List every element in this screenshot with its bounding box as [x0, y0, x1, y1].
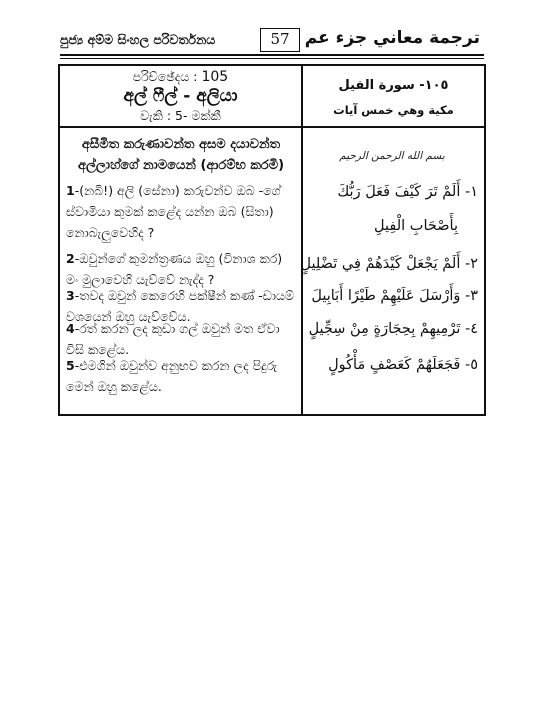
verse-number: 4	[66, 321, 75, 336]
header-rule	[60, 54, 484, 56]
header-rule-thin	[60, 58, 484, 59]
verse-2	[66, 248, 298, 290]
bismillah-calligraphy: بسم الله الرحمن الرحيم	[339, 150, 445, 162]
arabic-verse-1-cont: بِأَصْحَابِ الْفِيلِ	[374, 218, 458, 234]
title-divider	[58, 126, 486, 128]
arabic-verse-1: ١- أَلَمْ تَرَ كَيْفَ فَعَلَ رَبُّكَ	[337, 184, 478, 200]
verse-text: -ඔවුන්ගේ කුමන්ත්‍රණය ඔහු (විනාශ කර) මං මුලාවෙහි යැව්වේ නැද්ද ?	[66, 251, 283, 287]
chapter-label: පරිච්ඡේදය :	[132, 69, 198, 84]
verse-text: -(නබි!) අලි (සේනා) කරුවන්ව ඔබ -ගේ ස්වාමියා කුමක් කළේද යන්න ඔබ (සිතා) නොබැලුවෙහිද ?	[66, 183, 281, 240]
verse-number: 1	[66, 183, 75, 198]
verse-text: -රත් කරන ලද කුඩා ගල් ඔවුන් මත ඒවා විසි කළේය.	[66, 321, 280, 357]
page-number: 57	[260, 28, 300, 52]
book-title-arabic: ترجمة معاني جزء عم	[304, 28, 480, 48]
invocation-line-2: අල්ලාහ්ගේ නාමයෙන් (ආරම්භ කරමි)	[77, 158, 285, 173]
invocation-line-1: අසීමිත කරුණාවන්ත අසම දයාවන්ත	[81, 137, 281, 152]
arabic-verse-2: ٢- أَلَمْ يَجْعَلْ كَيْدَهُمْ فِي تَضْلِيلٍ	[300, 256, 478, 272]
verse-number: 3	[66, 288, 75, 303]
chapter-line	[60, 69, 301, 85]
arabic-surah-subtitle: مكية وهي خمس آيات	[333, 103, 454, 117]
verse-4	[66, 318, 298, 360]
arabic-verse-4: ٤- تَرْمِيهِمْ بِحِجَارَةٍ مِنْ سِجِّيلٍ	[308, 321, 478, 337]
arabic-verse-3: ٣- وَأَرْسَلَ عَلَيْهِمْ طَيْرًا أَبَابِيلَ	[311, 288, 478, 304]
surah-name: අල් ෆීල් - අලියා	[123, 86, 238, 106]
arabic-surah-title: ١٠٥- سورة الفيل	[338, 78, 449, 93]
chapter-title-block	[60, 66, 301, 126]
verse-number: 2	[66, 251, 75, 266]
page-header	[60, 26, 480, 56]
arabic-title-block	[303, 66, 484, 126]
verse-5	[66, 355, 298, 397]
chapter-number: 105	[201, 69, 229, 85]
arabic-verse-5: ٥- فَجَعَلَهُمْ كَعَصْفٍ مَأْكُولٍ	[328, 357, 478, 373]
invocation	[64, 134, 298, 176]
verse-1	[66, 180, 298, 243]
book-title-sinhala: පුජ්‍ය අම්ම සිංහල පරිවර්තනය	[60, 32, 216, 47]
verse-text: -තවද ඔවුන් කෙරෙහි පක්ෂීන් කණ් -ඩායම් වශයෙන් ඔහු යැව්වේය.	[66, 288, 295, 324]
verses-info: වැකි : 5- මක්කී	[140, 108, 221, 123]
verse-text: -එමගින් ඔවුන්ව අනුභව කරන ලද පිදුරු මෙන් ඔහු කළේය.	[66, 358, 278, 394]
verse-number: 5	[66, 358, 75, 373]
